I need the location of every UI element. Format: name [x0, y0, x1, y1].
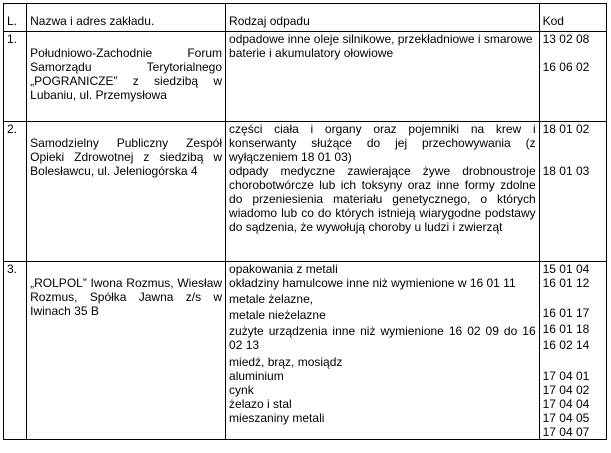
waste-item: odpadowe inne oleje silnikowe, przekładniowe i smarowe [229, 32, 533, 46]
waste-code: 16 01 12 [542, 276, 590, 290]
waste-item: cynk [229, 383, 254, 397]
facility-name: Południowo-Zachodnie Forum Samorządu Terytorialnego „POGRANICZE” z siedzibą w Lubaniu, ul. Przemysłowa [27, 32, 226, 122]
waste-item: metale żelazne, [229, 292, 314, 306]
waste-code: 15 01 04 [542, 262, 590, 276]
waste-code: 13 02 08 [542, 32, 590, 46]
facility-name: Samodzielny Publiczny Zespół Opieki Zdrowotnej z siedzibą w Bolesławcu, ul. Jeleniogórska 4 [27, 122, 226, 262]
waste-code: 16 06 02 [542, 60, 590, 74]
waste-code: 18 01 03 [542, 164, 590, 178]
header-row [4, 4, 607, 32]
waste-code: 17 04 07 [542, 425, 590, 439]
waste-types [226, 122, 540, 262]
waste-codes [539, 262, 606, 440]
waste-item: metale nieżelazne [229, 308, 326, 322]
header-code: Kod [539, 4, 606, 32]
waste-code: 16 01 18 [542, 322, 590, 336]
waste-item: baterie i akumulatory ołowiowe [229, 46, 394, 60]
waste-code: 16 02 14 [542, 338, 590, 352]
waste-code: 17 04 01 [542, 369, 590, 383]
facility-name: „ROLPOL” Iwona Rozmus, Wiesław Rozmus, Spółka Jawna z/s w Iwinach 35 B [27, 262, 226, 440]
waste-item: odpady medyczne zawierające żywe drobnoustroje chorobotwórcze lub ich toksyny oraz inne formy zdolne do przeniesienia materiału genetycznego, o których wiadomo lub co do których istnieją wiarygodne podstawy do sądzenia, że wywołują choroby u ludzi i zwierząt [229, 164, 536, 234]
waste-permits-table [3, 3, 607, 440]
table-row [4, 122, 607, 262]
row-number: 1. [4, 32, 27, 122]
waste-types [226, 262, 540, 440]
waste-code: 17 04 05 [542, 411, 590, 425]
waste-code: 16 01 17 [542, 306, 590, 320]
waste-item: opakowania z metali [229, 262, 338, 276]
waste-codes [539, 122, 606, 262]
table-row [4, 32, 607, 122]
waste-codes [539, 32, 606, 122]
waste-item: mieszaniny metali [229, 411, 325, 425]
waste-code: 17 04 04 [542, 397, 590, 411]
table-row [4, 262, 607, 440]
row-number: 2. [4, 122, 27, 262]
header-name: Nazwa i adres zakładu. [27, 4, 226, 32]
header-lp: L. [4, 4, 27, 32]
waste-item: zużyte urządzenia inne niż wymienione 16 02 09 do 16 02 13 [229, 324, 536, 352]
waste-types [226, 32, 540, 122]
row-number: 3. [4, 262, 27, 440]
waste-item: żelazo i stal [229, 397, 292, 411]
waste-item: miedź, brąz, mosiądz [229, 355, 343, 369]
waste-item: okładziny hamulcowe inne niż wymienione w 16 01 11 [229, 276, 516, 290]
header-waste: Rodzaj odpadu [226, 4, 540, 32]
waste-code: 18 01 02 [542, 122, 590, 136]
waste-item: części ciała i organy oraz pojemniki na krew i konserwanty służące do jej przechowywania (z wyłączeniem 18 01 03) [229, 122, 536, 164]
waste-item: aluminium [229, 369, 284, 383]
waste-code: 17 04 02 [542, 383, 590, 397]
